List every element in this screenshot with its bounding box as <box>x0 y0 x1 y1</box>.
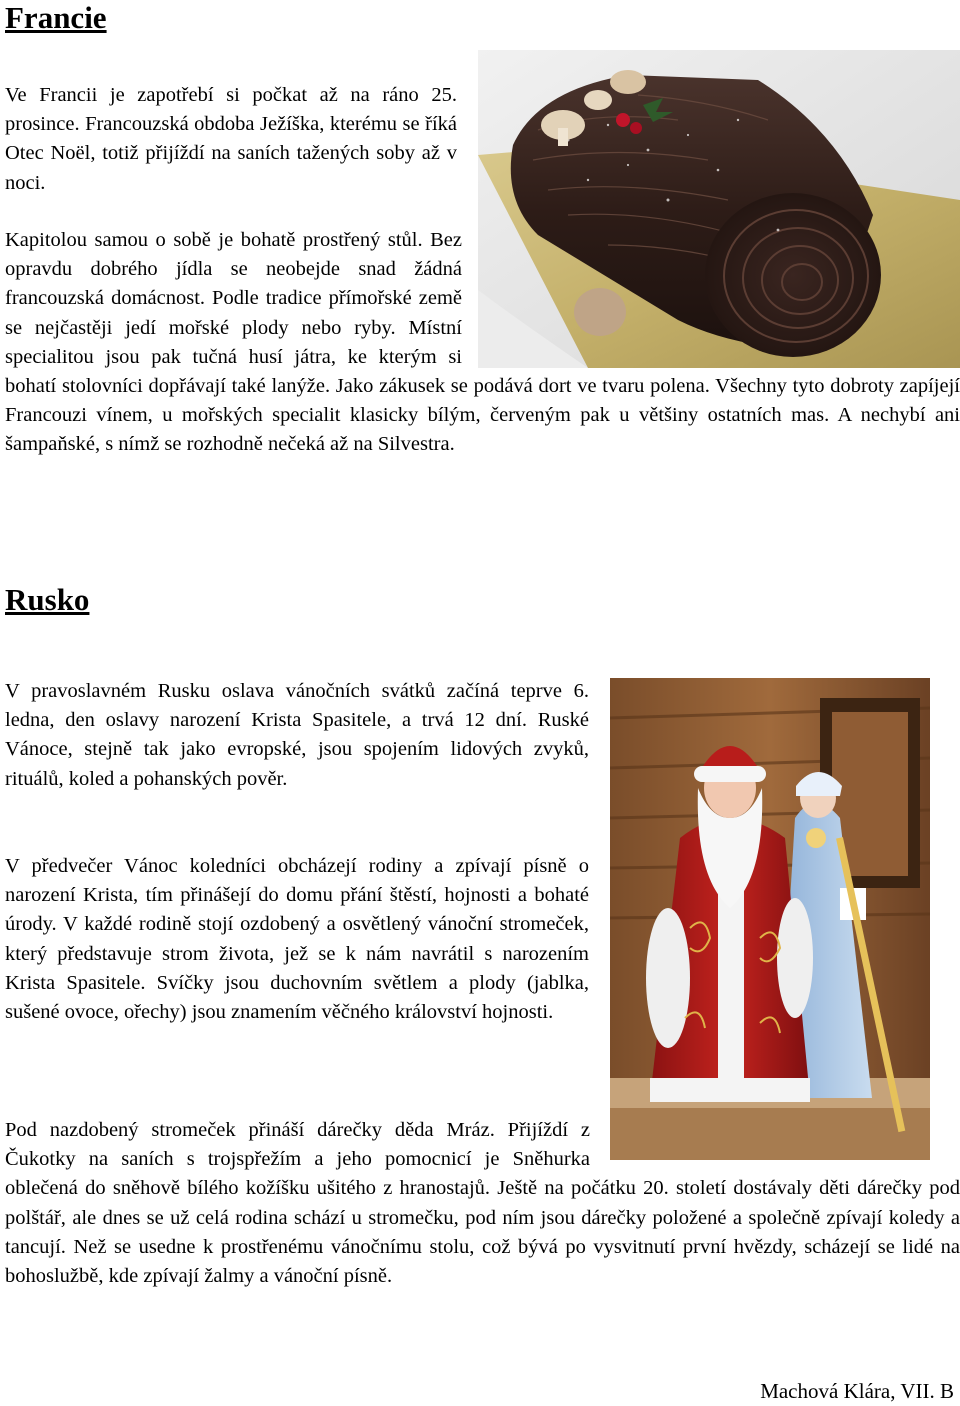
author-signature: Machová Klára, VII. B <box>760 1379 954 1403</box>
russia-paragraph-2: V předvečer Vánoc koledníci obcházejí rodiny a zpívají písně o narození Krista, tím přinášejí do domu přání štěstí, hojnosti a bohaté úrody. V každé rodině stojí ozdobený a osvětlený vánoční stromeček, který představuje strom života, jež se k nám navrátil s narozením Krista Spasitele. Svíčky jsou duchovním světlem a plody (jablka, sušené ovoce, ořechy) jsou znamením věčného království hojnosti. <box>5 855 589 1024</box>
russia-paragraph-3-block <box>5 1116 960 1291</box>
russia-paragraph-1: V pravoslavném Rusku oslava vánočních svátků začíná teprve 6. ledna, den oslavy narození Krista Spasitele, a trvá 12 dní. Ruské Vánoce, stejně tak jako evropské, jsou spojením lidových zvyků, rituálů, koled a pohanských pověr. <box>5 680 589 790</box>
section-heading-russia: Rusko <box>5 582 90 617</box>
france-paragraph-1: Ve Francii je zapotřebí si počkat až na ráno 25. prosince. Francouzská obdoba Ježíška, kterému se říká Otec Noël, totiž přijíždí na saních tažených soby až v noci. <box>5 84 457 194</box>
ded-moroz-image <box>610 678 930 1160</box>
france-paragraph-2: Kapitolou samou o sobě je bohatě prostřený stůl. Bez opravdu dobrého jídla se neobejde snad žádná francouzská domácnost. Podle tradice přímořské země se nejčastěji jedí mořské plody nebo ryby. Místní specialitou jsou pak tučná husí játra, ke kterým si bohatí stolovníci dopřávají také lanýže. Jako zákusek se podává dort ve tvaru polena. Všechny tyto dobroty zapíjejí Francouzi vínem, u mořských specialit klasicky bílým, červeným pak u většiny ostatních mas. A nechybí ani šampaňské, s nímž se rozhodně nečeká až na Silvestra. <box>5 229 960 456</box>
russia-image-spacer <box>590 1116 960 1171</box>
russia-paragraph-3: Pod nazdobený stromeček přináší dárečky děda Mráz. Přijíždí z Čukotky na saních s trojspřežím a jeho pomocnicí je Sněhurka oblečená do sněhově bílého kožíšku ušitého z hranostajů. Ještě na počátku 20. století dostávaly děti dárečky pod polštář, ale dnes se už celá rodina schází u stromečku, pod ním jsou dárečky položené a společně zpívají koledy a tancují. Než se usedne k prostřenému vánočnímu stolu, což bývá po vysvitnutí první hvězdy, scházejí se lidé na bohoslužbě, kde zpívají žalmy a vánoční písně. <box>5 1119 960 1288</box>
section-heading-france: Francie <box>5 0 107 35</box>
ded-moroz-graphic <box>610 678 930 1160</box>
france-image-spacer <box>462 226 960 372</box>
france-paragraph-2-block <box>5 226 960 460</box>
